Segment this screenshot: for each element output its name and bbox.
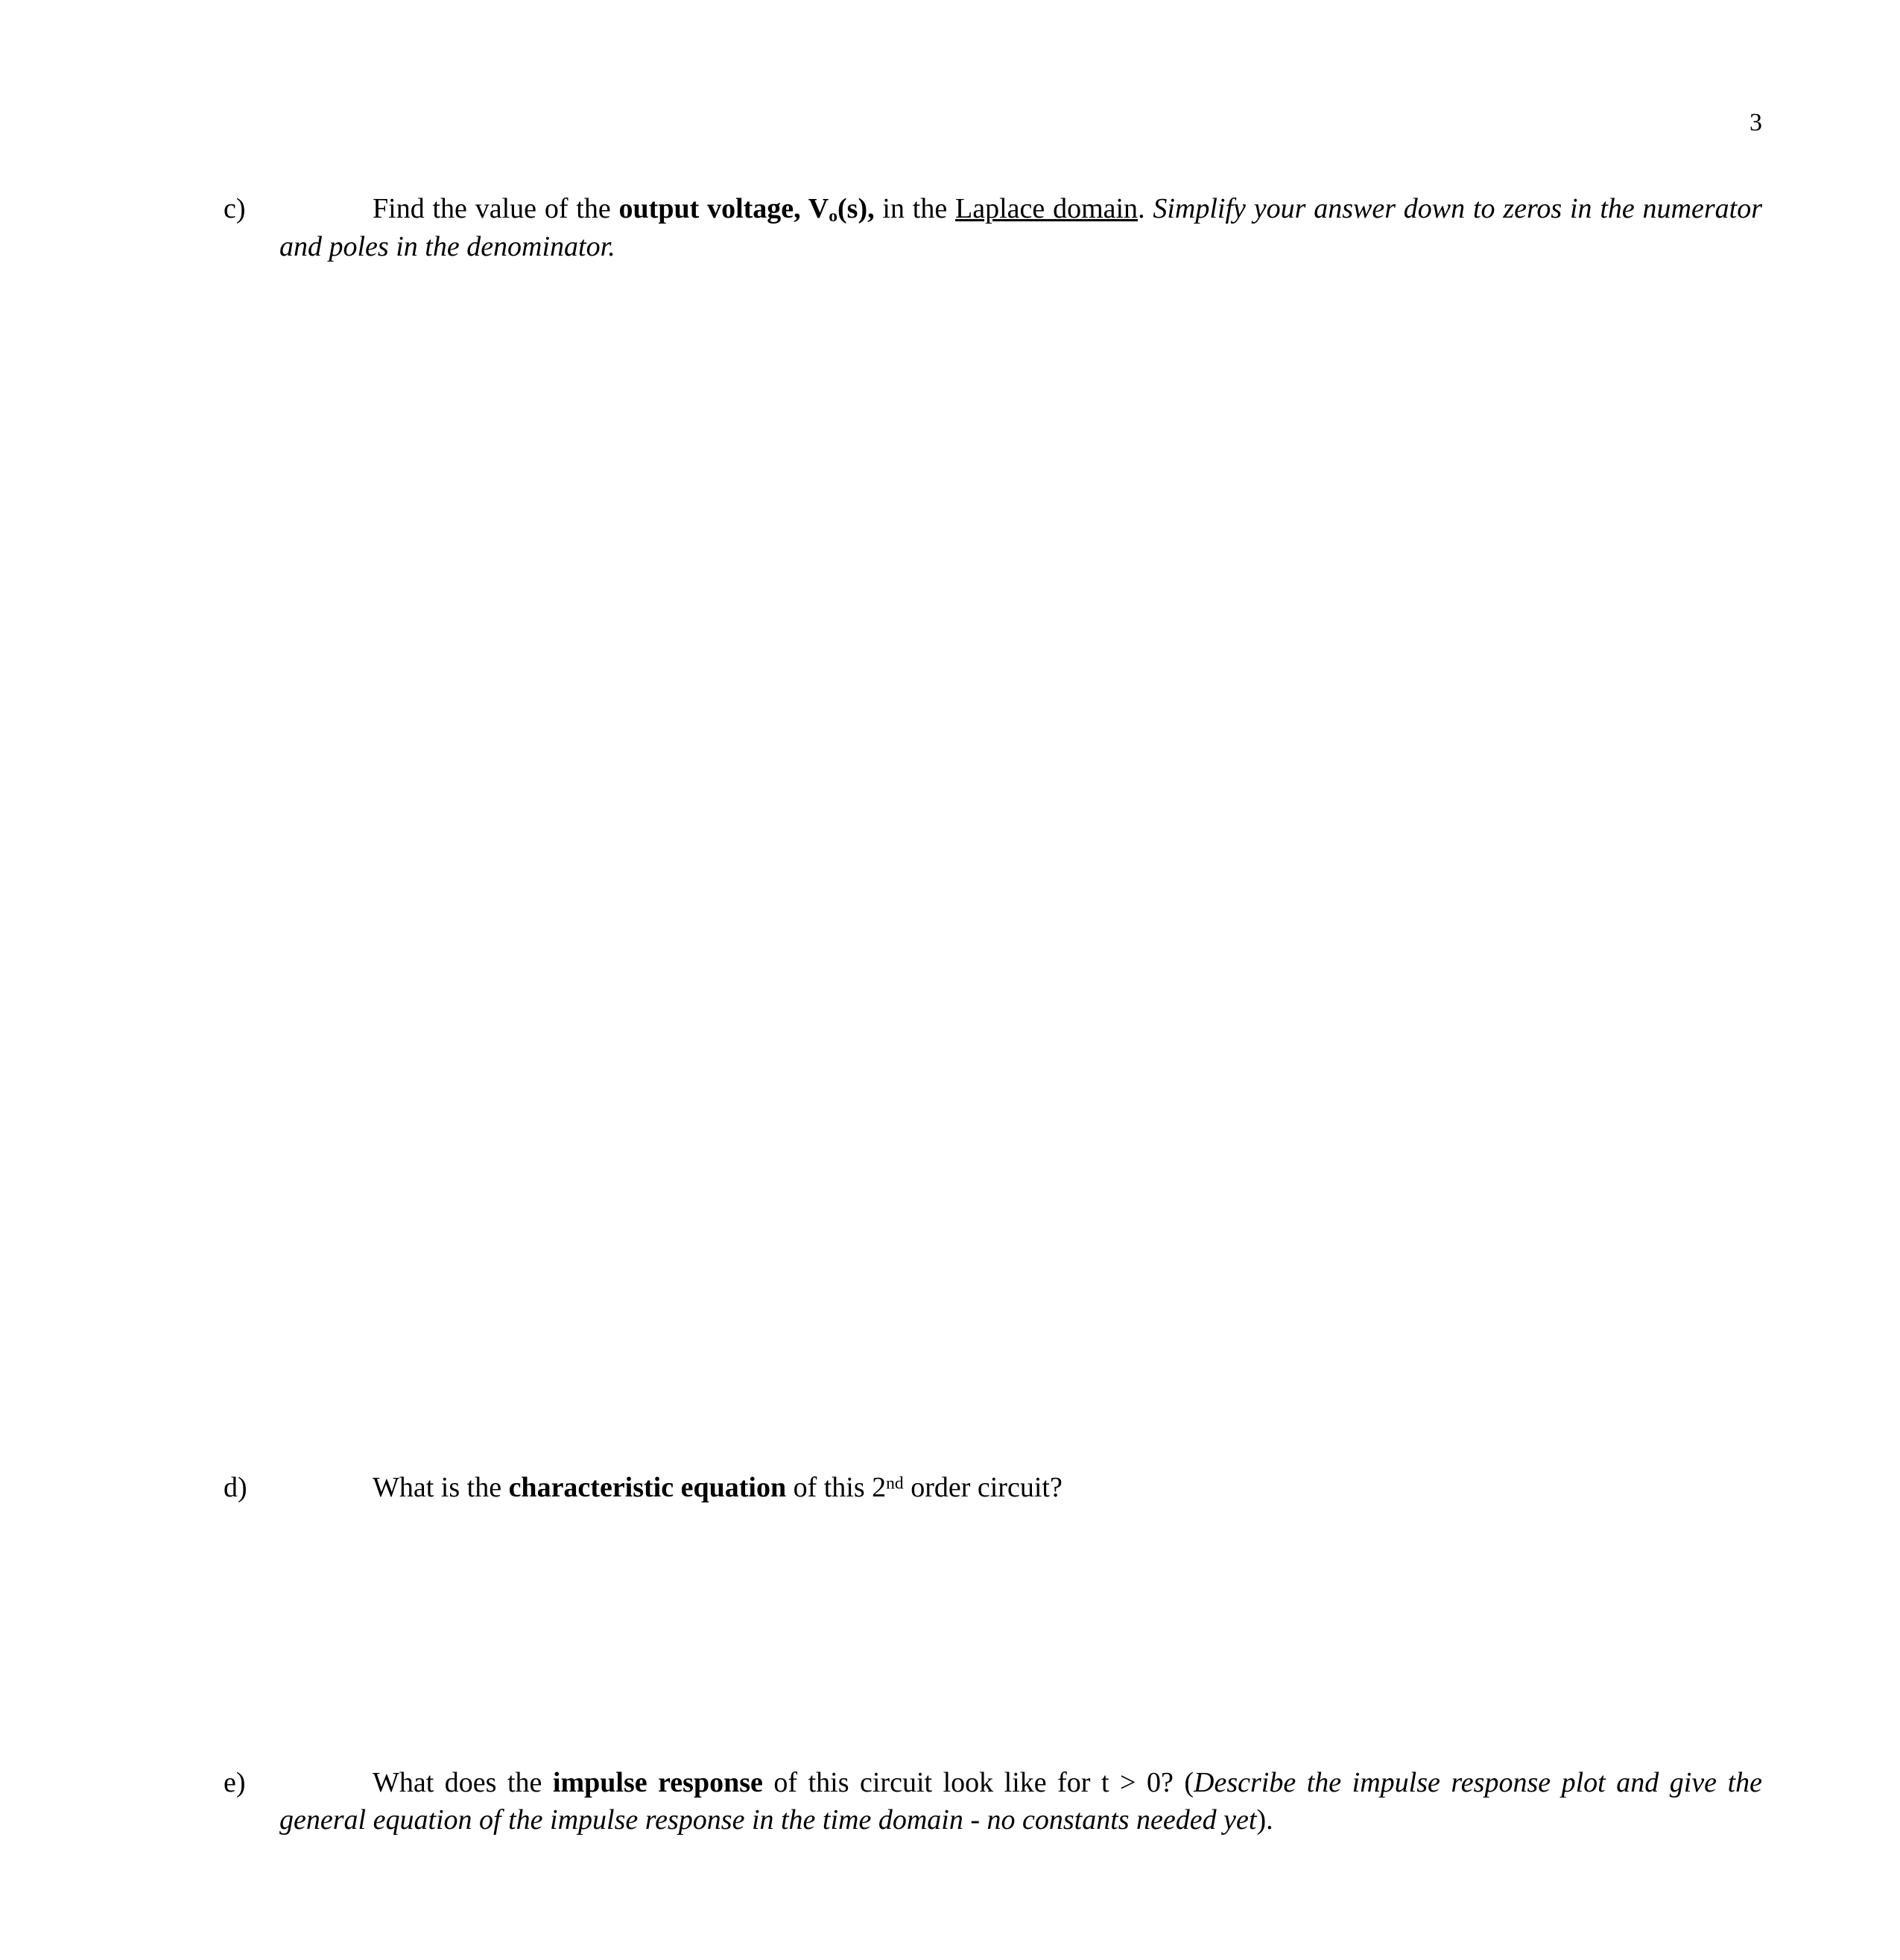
question-e-label: e) (224, 1766, 246, 1798)
question-d-superscript-nd: nd (886, 1473, 904, 1493)
question-c-bold-of-s: (s), (837, 193, 875, 224)
question-d (224, 1469, 1762, 1506)
question-d-mid: of this 2 (786, 1472, 887, 1504)
question-c (224, 190, 1762, 265)
question-c-label: c) (224, 193, 246, 224)
question-c-body (279, 190, 1762, 265)
question-e-mid: of this circuit look like for t > 0? ( (762, 1766, 1194, 1798)
answer-space-d (224, 1507, 1762, 1764)
question-c-after-underline: . (1138, 193, 1153, 224)
question-d-lead: What is the (373, 1472, 509, 1504)
question-c-underlined-laplace-domain: Laplace domain (955, 193, 1139, 224)
question-e-body (279, 1764, 1762, 1839)
question-c-italic-instruction: Simplify your answer down to zeros in the numerator and poles in the denominator. (279, 193, 1762, 263)
question-c-subscript-o: o (829, 206, 837, 227)
page-number: 3 (1749, 109, 1762, 136)
question-d-tail: order circuit? (903, 1472, 1063, 1504)
question-c-mid: in the (874, 193, 956, 224)
question-d-body (279, 1469, 1762, 1506)
question-c-bold-output-voltage: output voltage, V (618, 193, 829, 224)
question-e-italic-instruction: Describe the impulse response plot and give the general equation of the impulse response in the time domain - no constants needed yet (279, 1766, 1762, 1836)
question-c-lead: Find the value of the (373, 193, 619, 224)
question-d-label: d) (224, 1472, 247, 1504)
question-e-lead: What does the (373, 1766, 553, 1798)
question-d-bold-characteristic-equation: characteristic equation (508, 1472, 787, 1504)
question-e-close: ). (1256, 1803, 1273, 1836)
question-list (224, 190, 1762, 1839)
question-e (224, 1764, 1762, 1839)
answer-space-c (224, 265, 1762, 1469)
question-e-bold-impulse-response: impulse response (552, 1766, 763, 1798)
